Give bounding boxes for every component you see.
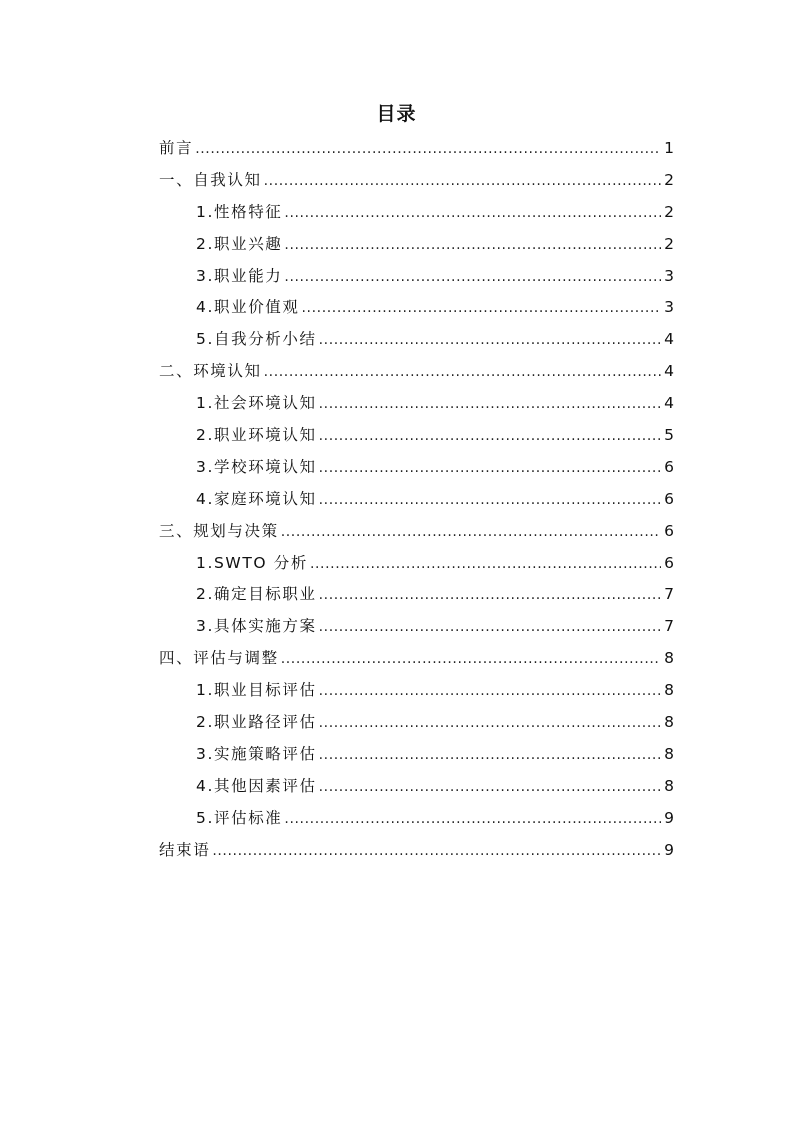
toc-dot-leader [319,486,662,514]
toc-entry-label: 1.SWTO 分析 [196,553,308,572]
toc-page-number: 4 [664,362,674,381]
toc-dot-leader [284,263,661,291]
toc-dot-leader [319,741,662,769]
toc-entry-label: 二、环境认知 [159,362,262,381]
toc-page-number: 6 [664,489,674,508]
toc-entry-section[interactable] [159,453,674,485]
toc-dot-leader [319,422,662,450]
toc-page-number: 2 [664,234,674,253]
toc-dot-leader [310,550,661,578]
toc-dot-leader [319,454,662,482]
toc-entry-section[interactable] [159,230,674,262]
toc-page-number: 8 [664,649,674,668]
toc-dot-leader [319,709,662,737]
toc-entry-label: 四、评估与调整 [159,649,279,668]
toc-page-number: 8 [664,713,674,732]
toc-title: 目录 [376,103,417,125]
toc-page-number: 2 [664,170,674,189]
toc-entry-label: 3.学校环境认知 [196,457,317,476]
toc-entry-section[interactable] [159,612,674,644]
toc-entry-label: 三、规划与决策 [159,521,279,540]
toc-dot-leader [319,677,662,705]
toc-entry-label: 结束语 [159,840,211,859]
toc-entry-section[interactable] [159,198,674,230]
toc-entry-label: 4.职业价值观 [196,298,300,317]
toc-dot-leader [319,390,662,418]
toc-entry-label: 3.职业能力 [196,266,283,285]
toc-entry-label: 1.性格特征 [196,202,283,221]
toc-page-number: 8 [664,681,674,700]
toc-entry-chapter[interactable] [159,644,674,676]
toc-entry-section[interactable] [159,485,674,517]
toc-entry-label: 4.其他因素评估 [196,776,317,795]
toc-entry-section[interactable] [159,708,674,740]
toc-page-number: 9 [664,808,674,827]
toc-entry-section[interactable] [159,804,674,836]
toc-entry-label: 1.职业目标评估 [196,681,317,700]
toc-dot-leader [319,773,662,801]
toc-dot-leader [284,805,661,833]
toc-entry-section[interactable] [159,325,674,357]
toc-page-number: 7 [664,617,674,636]
toc-entry-chapter[interactable] [159,357,674,389]
toc-page-number: 6 [664,553,674,572]
toc-entry-chapter[interactable] [159,166,674,198]
toc-page-number: 4 [664,330,674,349]
toc-dot-leader [284,199,661,227]
toc-entry-label: 4.家庭环境认知 [196,489,317,508]
toc-page-number: 4 [664,394,674,413]
toc-page-number: 3 [664,298,674,317]
toc-entry-label: 前言 [159,139,194,157]
toc-page-number: 6 [664,457,674,476]
toc-dot-leader [264,358,662,386]
toc-page-number: 6 [664,521,674,540]
toc-entry-section[interactable] [159,740,674,772]
toc-entry-section[interactable] [159,389,674,421]
toc-dot-leader [195,135,661,163]
toc-entry-label: 2.职业兴趣 [196,234,283,253]
toc-dot-leader [319,613,662,641]
toc-dot-leader [212,837,661,865]
toc-dot-leader [319,581,662,609]
toc-entry-section[interactable] [159,580,674,612]
toc-dot-leader [281,645,661,673]
toc-entry-section[interactable] [159,772,674,804]
toc-entry-chapter[interactable] [159,517,674,549]
toc-dot-leader [302,294,662,322]
toc-dot-leader [281,518,661,546]
toc-dot-leader [284,231,661,259]
toc-dot-leader [264,167,662,195]
toc-page-number: 8 [664,744,674,763]
toc-entry-label: 1.社会环境认知 [196,394,317,413]
toc-entry-section[interactable] [159,293,674,325]
toc-page-number: 7 [664,585,674,604]
toc-entry-section[interactable] [159,262,674,294]
toc-entry-section[interactable] [159,676,674,708]
toc-page-number: 3 [664,266,674,285]
toc-entry-label: 2.职业环境认知 [196,426,317,445]
toc-dot-leader [319,326,662,354]
toc-entry-section[interactable] [159,549,674,581]
toc-entry-chapter[interactable] [159,836,674,868]
toc-entry-section[interactable] [159,421,674,453]
toc-list [159,134,674,867]
toc-entry-label: 5.评估标准 [196,808,283,827]
toc-entry-label: 一、自我认知 [159,170,262,189]
toc-entry-label: 2.职业路径评估 [196,713,317,732]
toc-entry-label: 2.确定目标职业 [196,585,317,604]
toc-page-number: 9 [664,840,674,859]
toc-page-number: 1 [664,139,674,157]
toc-entry-label: 3.具体实施方案 [196,617,317,636]
toc-entry-label: 5.自我分析小结 [196,330,317,349]
toc-page-number: 8 [664,776,674,795]
toc-entry-label: 3.实施策略评估 [196,744,317,763]
toc-page-number: 5 [664,426,674,445]
toc-page-number: 2 [664,202,674,221]
toc-entry-chapter[interactable] [159,134,674,166]
